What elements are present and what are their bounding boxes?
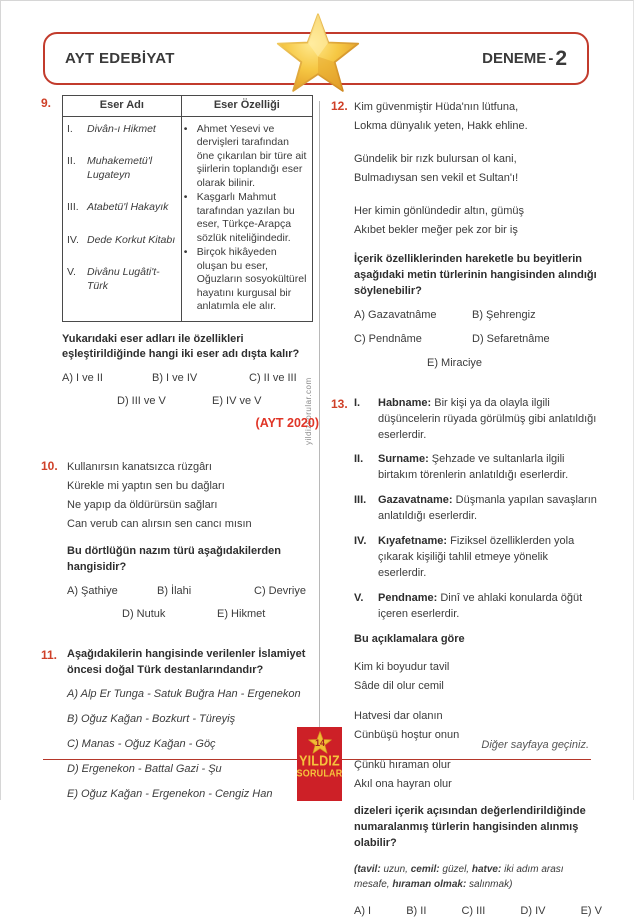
logo-star-icon — [307, 730, 333, 755]
q12-options-row-1 — [354, 308, 599, 324]
exam-title: AYT EDEBİYAT — [65, 50, 175, 67]
q13-couplet-1: Kim ki boyudur tavil Sâde dil olur cemil — [354, 660, 450, 692]
list-item: IV. Kıyafetname: Fiziksel özelliklerden yola çıkarak kişiliği tahlil etmeye yönelik eserlerdir. — [354, 535, 575, 580]
gold-star-icon — [272, 7, 364, 99]
q13-couplet-3: Çünkü hıraman olur Akıl ona hayran olur — [354, 758, 452, 790]
option-d: D) IV — [520, 904, 546, 917]
question-11 — [41, 647, 319, 803]
list-item: I. Habname: Bir kişi ya da olayla ilgili düşüncelerin rüyada görülmüş gibi anlatıldığı eserlerdir. — [354, 396, 597, 441]
list-item: V. Pendname: Dinî ve ahlaki konularda öğüt içeren eserlerdir. — [354, 592, 583, 620]
q11-stem: Aşağıdakilerin hangisinde verilenler İslamiyet öncesi doğal Türk destanlarındandır? — [67, 648, 306, 677]
q12-options-row-2 — [354, 332, 599, 348]
option-a: A) Şathiye — [67, 585, 118, 598]
q10-verse: Kullanırsın kanatsızca rüzgârı Kürekle mi yaptın sen bu dağları Ne yapıp da öldürürsün sağları Can verub can alırsın sen cancı mısın — [67, 461, 252, 531]
q12-couplet-2: Gündelik bir rızk bulursan ol kani, Bulmadıysan sen vekil et Sultan'ı! — [354, 153, 519, 184]
list-item: • Ahmet Yesevi ve dervişleri tarafından öne çıkarılan bir türe ait şiirlerin toplandığı eser olarak bilinir. — [183, 122, 307, 189]
option-c: C) Devriye — [254, 585, 306, 598]
option-c: C) Pendnâme — [354, 332, 422, 345]
list-item: • Kaşgarlı Mahmut tarafından yazılan bu eser, Türkçe-Arapça sözlük niteliğindedir. — [183, 191, 295, 244]
option-c: C) Manas - Oğuz Kağan - Göç — [67, 737, 216, 750]
option-b: B) Şehrengiz — [472, 308, 536, 321]
q11-options — [67, 687, 319, 803]
option-a: A) I — [354, 904, 372, 917]
question-10-number: 10. — [41, 459, 58, 474]
next-page-instruction: Diğer sayfaya geçiniz. — [481, 739, 589, 751]
question-13-number: 13. — [331, 396, 348, 411]
list-item: III. Gazavatname: Düşmanla yapılan savaşların anlatıldığı eserlerdir. — [354, 494, 597, 523]
table-row: V. Divânu Lugâti't-Türk — [67, 266, 160, 292]
option-b: B) I ve IV — [152, 372, 198, 385]
question-12-number: 12. — [331, 99, 348, 113]
option-d: D) Nutuk — [122, 608, 166, 621]
option-d: D) Sefaretnâme — [472, 332, 550, 345]
option-d: D) III ve V — [117, 395, 166, 408]
q9-col-header-eser-ozelligi: Eser Özelliği — [181, 96, 312, 117]
q9-table — [62, 95, 313, 322]
q13-lead: Bu açıklamalara göre — [354, 632, 465, 645]
question-13 — [331, 396, 602, 920]
option-a: A) I ve II — [62, 372, 103, 385]
option-a: A) Alp Er Tunga - Satuk Buğra Han - Ergenekon — [67, 688, 301, 700]
question-12 — [331, 98, 599, 372]
q13-items — [354, 396, 599, 623]
q12-stem: İçerik özelliklerinden hareketle bu beyitlerin aşağıdaki metin türlerinin hangisinden alındığı söylenebilir? — [354, 253, 597, 297]
option-a: A) Gazavatnâme — [354, 308, 437, 321]
option-c: C) III — [461, 904, 486, 917]
list-item: • Birçok hikâyeden oluşan bu eser, Oğuzların sosyokültürel hayatını kurgusal bir anlatımla ele alır. — [183, 246, 307, 312]
option-e: E) V — [580, 904, 602, 917]
option-c: C) II ve III — [249, 372, 297, 385]
option-b: B) İlahi — [157, 585, 192, 598]
q13-couplet-2: Hatvesi dar olanın Cünbüşü hoştur onun — [354, 709, 460, 741]
q9-options-row-2 — [117, 394, 319, 410]
column-divider — [319, 101, 320, 741]
logo-star-number: 14 — [314, 738, 325, 749]
q10-stem: Bu dörtlüğün nazım türü aşağıdakilerden hangisidir? — [67, 545, 281, 574]
table-row: IV. Dede Korkut Kitabı — [67, 233, 176, 246]
option-e: E) IV ve V — [212, 395, 262, 408]
q9-stem: Yukarıdaki eser adları ile özellikleri eşleştirildiğinde hangi iki eser adı dışta kalır? — [62, 332, 300, 361]
q10-options-row-1 — [67, 584, 319, 600]
q12-couplet-3: Her kimin gönlündedir altın, gümüş Akıbet bekler meğer pek zor bir iş — [354, 205, 524, 236]
table-row: II. Muhakemetü'l Lugateyn — [67, 155, 153, 181]
q13-footnote: (tavil: uzun, cemil: güzel, hatve: iki adım arası mesafe, hıraman olmak: salınmak) — [354, 863, 564, 890]
table-row: I. Divân-ı Hikmet — [67, 122, 156, 135]
option-e: E) Miraciye — [427, 356, 483, 369]
option-b: B) II — [406, 904, 427, 917]
option-d: D) Ergenekon - Battal Gazi - Şu — [67, 762, 222, 775]
question-10 — [41, 458, 319, 623]
right-column — [331, 98, 602, 920]
q12-couplet-1: Kim güvenmiştir Hüda'nın lütfuna, Lokma dünyalık yeten, Hakk ehline. — [354, 101, 528, 132]
publisher-logo-ribbon — [297, 727, 342, 801]
question-11-number: 11. — [41, 648, 58, 663]
watermark-url: yildizsorular.com — [304, 377, 313, 445]
table-row: III. Atabetü'l Hakayık — [67, 201, 169, 213]
q12-options-row-3 — [427, 356, 599, 372]
deneme-label: DENEME — [482, 50, 547, 67]
logo-line-1: YILDIZ — [299, 752, 340, 769]
question-9 — [41, 95, 319, 432]
q9-features-cell — [181, 116, 312, 321]
option-b: B) Oğuz Kağan - Bozkurt - Türeyiş — [67, 712, 236, 725]
q13-options-row — [354, 904, 602, 920]
logo-line-2: SORULAR — [296, 767, 343, 779]
left-column — [41, 95, 319, 812]
option-e: E) Hikmet — [217, 608, 266, 621]
q9-options-row-1 — [62, 371, 319, 387]
deneme-number: 2 — [555, 47, 567, 70]
q9-works-cell — [63, 116, 182, 321]
deneme-separator: - — [548, 50, 554, 67]
option-e: E) Oğuz Kağan - Ergenekon - Cengiz Han — [67, 787, 273, 800]
q10-options-row-2 — [122, 607, 319, 623]
exam-number — [482, 48, 567, 69]
q9-col-header-eser-adi: Eser Adı — [63, 96, 182, 117]
q9-source-tag: (AYT 2020) — [255, 416, 319, 431]
q13-stem: dizeleri içerik açısından değerlendirildiğinde numaralanmış türlerin hangisinden alınmış olabilir? — [354, 804, 586, 849]
question-9-number: 9. — [41, 96, 52, 110]
list-item: II. Surname: Şehzade ve sultanlarla ilgili birtakım törenlerin anlatıldığı eserlerdir. — [354, 453, 569, 482]
